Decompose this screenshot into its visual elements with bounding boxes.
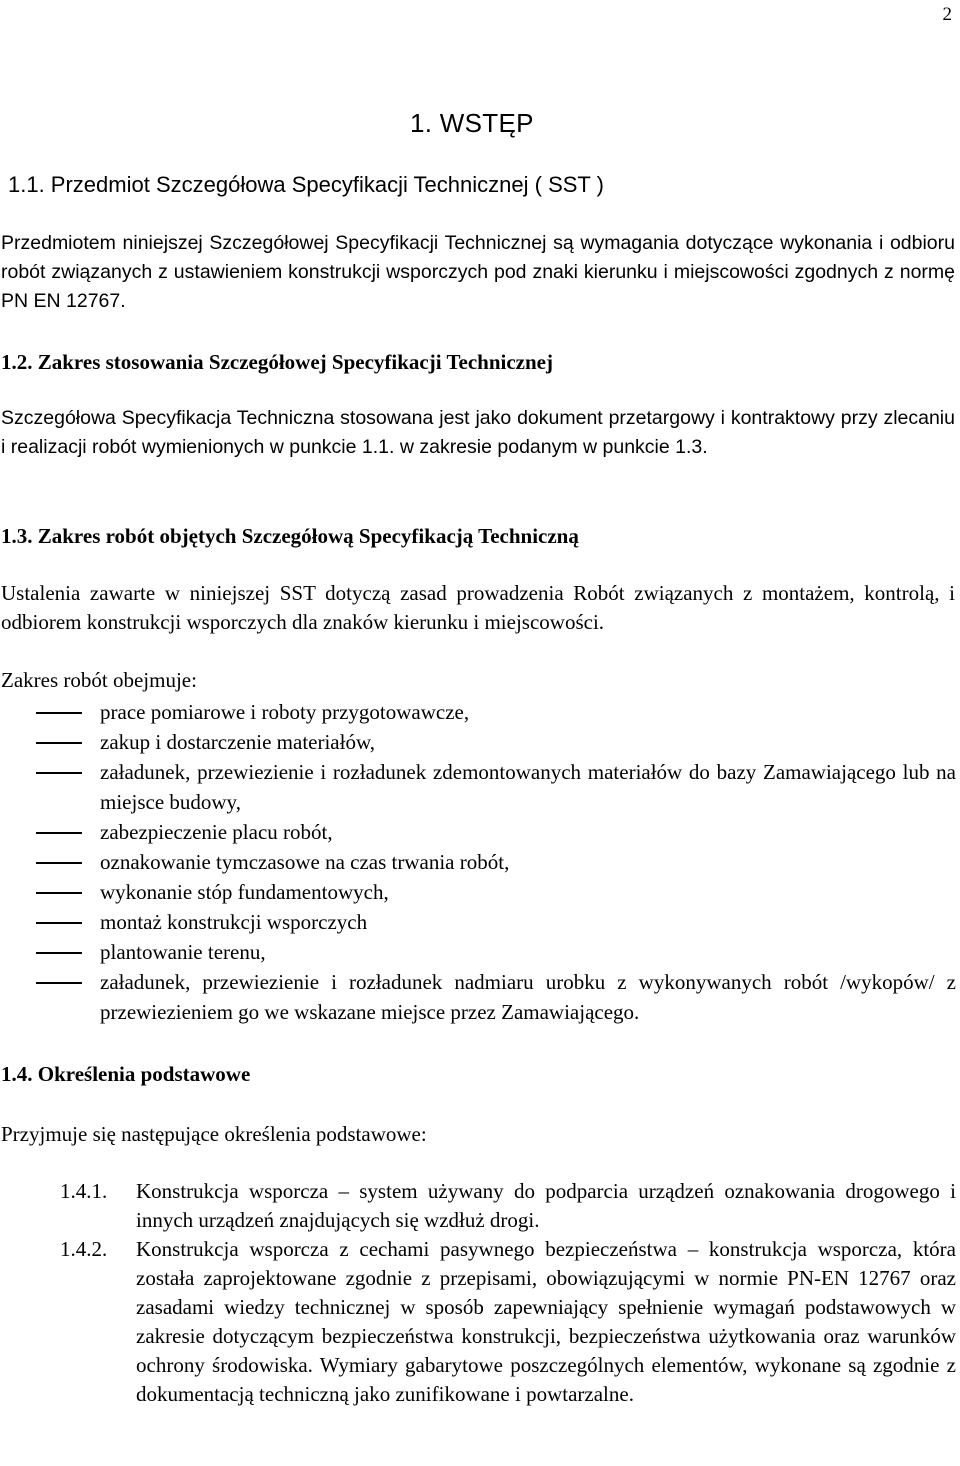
definition-item (60, 1235, 956, 1409)
section-1-4-intro: Przyjmuje się następujące określenia podstawowe: (1, 1122, 427, 1146)
section-1-4-heading: 1.4. Określenia podstawowe (1, 1062, 251, 1086)
section-1-2-heading: 1.2. Zakres stosowania Szczegółowej Specyfikacji Technicznej (1, 350, 553, 374)
section-1-1-heading: 1.1. Przedmiot Szczegółowa Specyfikacji Technicznej ( SST ) (8, 172, 604, 197)
scope-intro: Zakres robót obejmuje: (1, 668, 197, 692)
scope-list (36, 697, 956, 1027)
list-item: załadunek, przewiezienie i rozładunek nadmiaru urobku z wykonywanych robót /wykopów/ z przewiezieniem go we wskazane miejsce przez Zamawiającego. (100, 970, 956, 1024)
list-item: oznakowanie tymczasowe na czas trwania robót, (100, 850, 510, 874)
definition-number: 1.4.1. (60, 1179, 108, 1203)
list-item: wykonanie stóp fundamentowych, (100, 880, 389, 904)
definitions-list (60, 1177, 956, 1409)
list-item: zabezpieczenie placu robót, (100, 820, 333, 844)
list-item: zakup i dostarczenie materiałów, (100, 730, 376, 754)
definition-text: Konstrukcja wsporcza z cechami pasywnego bezpieczeństwa – konstrukcja wsporcza, która została zaprojektowane zgodnie z przepisami, obowiązującymi w normie PN-EN 12767 oraz zasadami wiedzy technicznej w sposób zapewniający spełnienie wymagań podstawowych w zakresie dotyczącym bezpieczeństwa konstrukcji, bezpieczeństwa użytkowania oraz warunków ochrony środowiska. Wymiary gabarytowe poszczególnych elementów, wykonane są zgodnie z dokumentacją techniczną jako zunifikowane i powtarzalne. (136, 1237, 956, 1406)
definition-text: Konstrukcja wsporcza – system używany do podparcia urządzeń oznakowania drogowego i innych urządzeń znajdujących się wzdłuż drogi. (136, 1179, 956, 1232)
list-item: załadunek, przewiezienie i rozładunek zdemontowanych materiałów do bazy Zamawiającego lub na miejsce budowy, (100, 760, 956, 814)
section-1-1-text: Przedmiotem niniejszej Szczegółowej Specyfikacji Technicznej są wymagania dotyczące wykonania i odbioru robót związanych z ustawieniem konstrukcji wsporczych pod znaki kierunku i miejscowości zgodnych z normę PN EN 12767. (1, 232, 955, 312)
section-1-3-heading: 1.3. Zakres robót objętych Szczegółową Specyfikacją Techniczną (1, 524, 579, 548)
list-item: plantowanie terenu, (100, 940, 266, 964)
definition-number: 1.4.2. (60, 1237, 108, 1261)
list-item: prace pomiarowe i roboty przygotowawcze, (100, 700, 470, 724)
section-1-3-text: Ustalenia zawarte w niniejszej SST dotyczą zasad prowadzenia Robót związanych z montażem, kontrolą, i odbiorem konstrukcji wsporczych dla znaków kierunku i miejscowości. (1, 581, 955, 634)
section-1-2-text: Szczegółowa Specyfikacja Techniczna stosowana jest jako dokument przetargowy i kontraktowy przy zlecaniu i realizacji robót wymienionych w punkcie 1.1. w zakresie podanym w punkcie 1.3. (1, 407, 955, 458)
page-number: 2 (942, 4, 952, 25)
definition-item (60, 1177, 956, 1235)
list-item: montaż konstrukcji wsporczych (100, 910, 368, 934)
chapter-title: 1. WSTĘP (410, 108, 534, 138)
